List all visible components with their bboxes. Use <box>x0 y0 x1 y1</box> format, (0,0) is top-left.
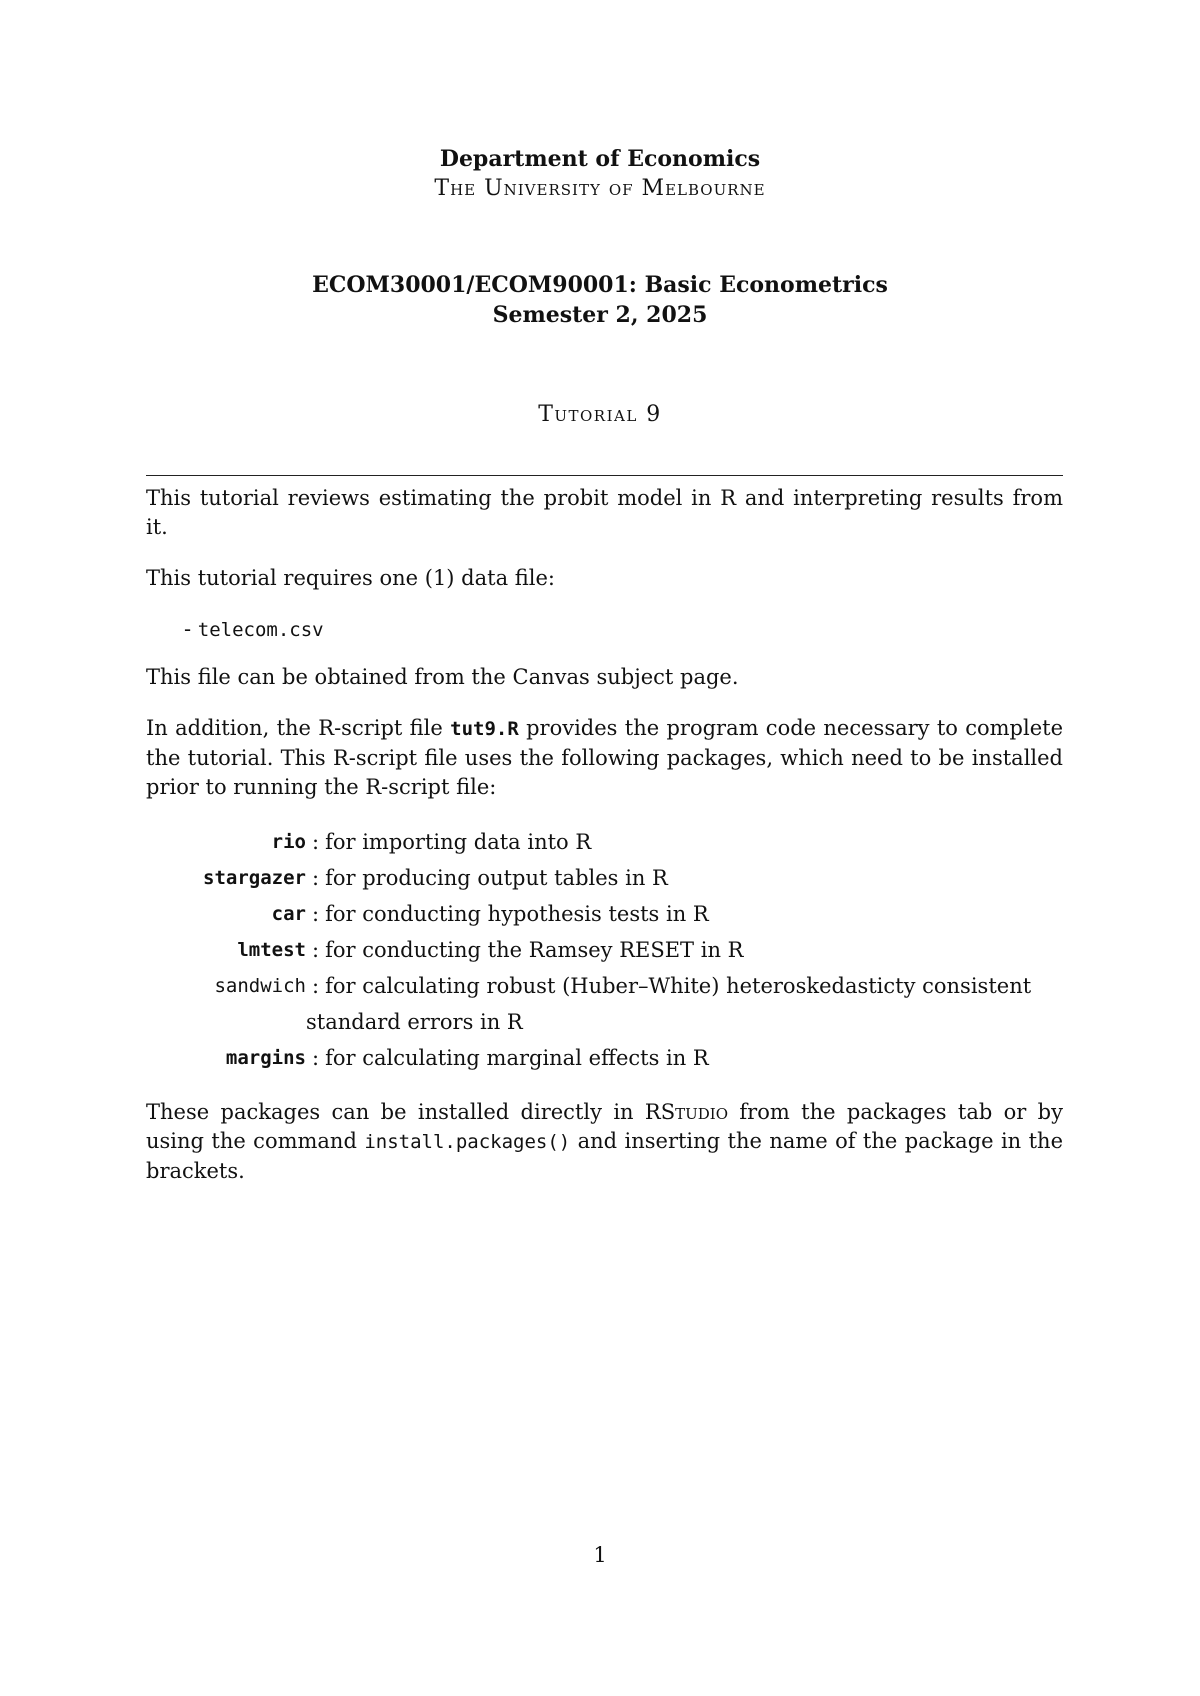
requires-paragraph: This tutorial requires one (1) data file: <box>146 566 555 590</box>
addition-paragraph <box>146 714 1063 802</box>
package-description: for importing data into R <box>325 830 592 854</box>
addition-text-2: provides the program code necessary to complete the tutorial. This R-script file uses the following packages, which need to be installed prior to running the R-script file: <box>146 716 1063 799</box>
addition-text-1: In addition, the R-script file <box>146 716 451 740</box>
package-item: car : for conducting hypothesis tests in R <box>146 896 1063 932</box>
header-divider <box>146 475 1063 476</box>
package-description: for calculating marginal effects in R <box>325 1046 709 1070</box>
closing-text-1: These packages can be installed directly in R <box>146 1100 661 1124</box>
package-item: lmtest : for conducting the Ramsey RESET in R <box>146 932 1063 968</box>
install-command: install.packages() <box>364 1131 571 1153</box>
data-file-name: telecom.csv <box>197 619 324 641</box>
package-name: rio <box>271 831 306 853</box>
package-description: for calculating robust (Huber–White) heteroskedasticty consistent <box>325 974 1032 998</box>
closing-text-2: from the packages tab or by using the command <box>146 1100 1063 1153</box>
closing-paragraph <box>146 1098 1063 1186</box>
data-file-list <box>184 615 1063 645</box>
university-name: The University of Melbourne <box>434 176 766 201</box>
package-item: rio : for importing data into R <box>146 824 1063 860</box>
tutorial-title: Tutorial 9 <box>538 402 662 427</box>
obtain-paragraph: This file can be obtained from the Canvas subject page. <box>146 665 739 689</box>
package-description-continuation: standard errors in R <box>306 1010 523 1034</box>
package-name: sandwich <box>214 975 306 997</box>
rstudio-name: Studio <box>660 1100 729 1124</box>
course-title: ECOM30001/ECOM90001: Basic Econometrics <box>312 272 888 298</box>
package-name: margins <box>225 1047 306 1069</box>
package-description: for producing output tables in R <box>325 866 668 890</box>
tutorial-body <box>146 484 1063 1208</box>
package-description: for conducting hypothesis tests in R <box>325 902 709 926</box>
file-bullet: - <box>184 617 198 641</box>
page-number: 1 <box>593 1543 607 1567</box>
package-name: stargazer <box>203 867 306 889</box>
package-name: car <box>271 903 306 925</box>
package-item: margins : for calculating marginal effects in R <box>146 1040 1063 1076</box>
department-heading: Department of Economics <box>439 146 761 172</box>
semester-label: Semester 2, 2025 <box>492 302 708 328</box>
package-description: for conducting the Ramsey RESET in R <box>325 938 744 962</box>
package-name: lmtest <box>237 939 306 961</box>
package-item: sandwich : for calculating robust (Huber–White) heteroskedasticty consistent <box>146 968 1063 1004</box>
script-file-name: tut9.R <box>450 718 519 740</box>
package-item: stargazer : for producing output tables in R <box>146 860 1063 896</box>
package-list <box>146 824 1063 1076</box>
closing-text-3: and inserting the name of the package in the brackets. <box>146 1129 1063 1183</box>
intro-paragraph: This tutorial reviews estimating the probit model in R and interpreting results from it. <box>146 486 1063 539</box>
